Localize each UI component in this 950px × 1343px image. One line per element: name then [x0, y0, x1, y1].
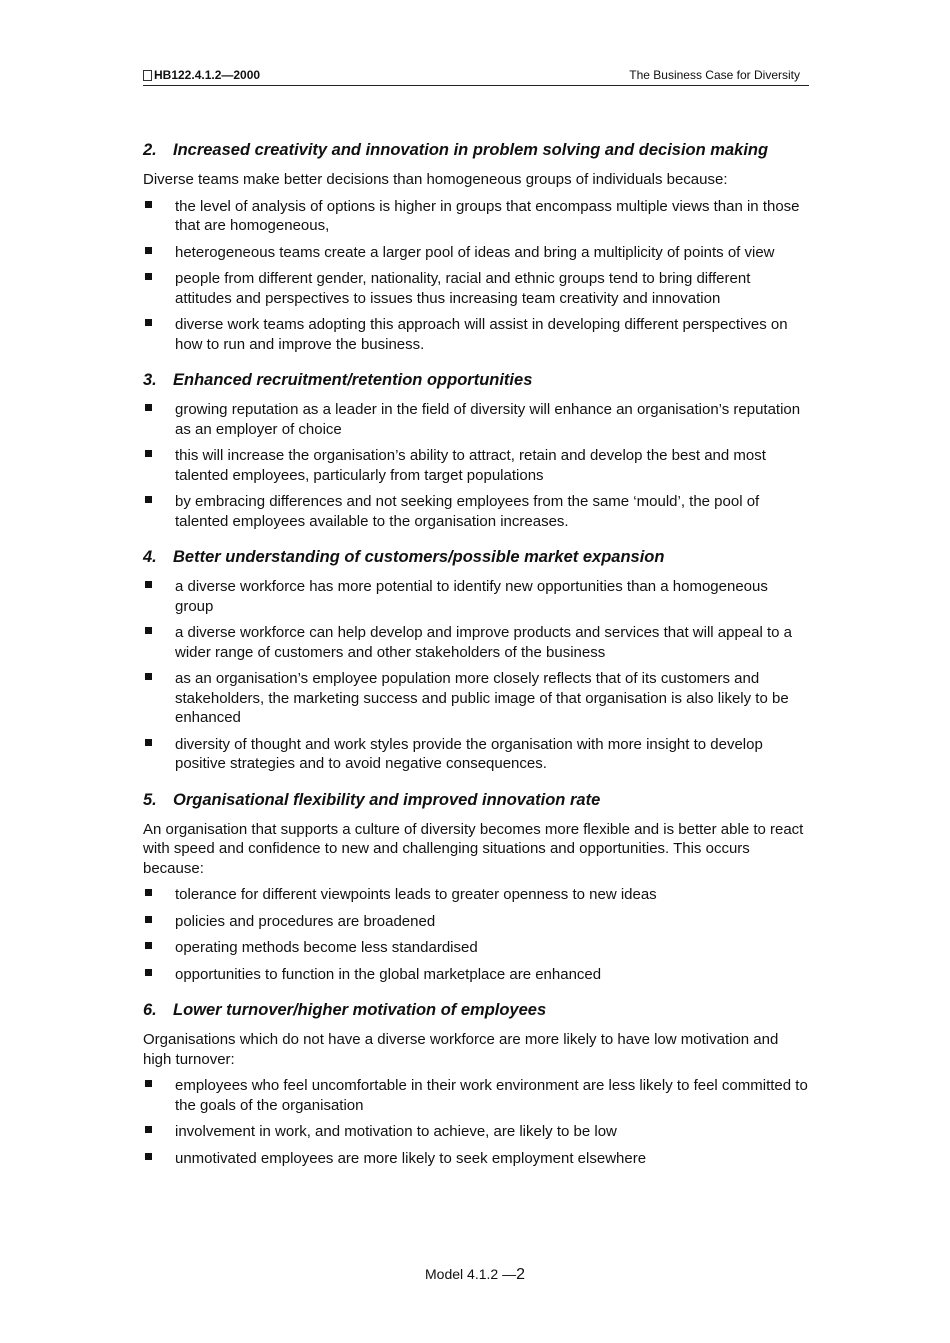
list-item: [143, 669, 809, 728]
section-number: 3.: [143, 371, 157, 389]
list-item-text: growing reputation as a leader in the field of diversity will enhance an organisation’s reputation as an employer of choice: [175, 401, 801, 438]
document-title: The Business Case for Diversity: [629, 68, 800, 82]
list-item-text: tolerance for different viewpoints leads to greater openness to new ideas: [175, 886, 657, 903]
section-title: Lower turnover/higher motivation of employees: [173, 1001, 547, 1019]
section-3: [143, 370, 809, 531]
list-item-text: by embracing differences and not seeking employees from the same ‘mould’, the pool of talented employees available to the organisation increases.: [175, 493, 760, 530]
list-item: [143, 1076, 809, 1115]
document-code-text: HB122.4.1.2—2000: [154, 68, 261, 82]
list-item: [143, 885, 809, 905]
section-6: [143, 1000, 809, 1168]
square-bullet-icon: [145, 201, 152, 208]
list-item: [143, 197, 809, 236]
square-bullet-icon: [145, 1126, 152, 1133]
section-title: Enhanced recruitment/retention opportunities: [173, 371, 533, 389]
page-header: [143, 66, 809, 86]
section-number: 6.: [143, 1001, 157, 1019]
list-item: [143, 912, 809, 932]
square-bullet-icon: [145, 319, 152, 326]
list-item-text: as an organisation’s employee population more closely reflects that of its customers and stakeholders, the marketing success and public image of that organisation is also likely to be enhanced: [175, 670, 789, 726]
checkbox-glyph-icon: [143, 70, 152, 81]
list-item-text: employees who feel uncomfortable in their work environment are less likely to feel committed to the goals of the organisation: [175, 1077, 808, 1114]
section-title: Organisational flexibility and improved innovation rate: [173, 790, 601, 809]
list-item-text: diversity of thought and work styles provide the organisation with more insight to develop positive strategies and to avoid negative consequences.: [175, 735, 763, 772]
page-footer: [0, 1266, 950, 1284]
square-bullet-icon: [145, 496, 152, 503]
bullet-list: [143, 1076, 809, 1168]
list-item: [143, 1122, 809, 1142]
section-heading: [143, 140, 809, 160]
list-item-text: opportunities to function in the global marketplace are enhanced: [175, 965, 602, 983]
square-bullet-icon: [145, 627, 152, 634]
square-bullet-icon: [145, 916, 152, 923]
list-item-text: policies and procedures are broadened: [175, 912, 436, 930]
square-bullet-icon: [145, 942, 152, 949]
list-item: [143, 269, 809, 308]
section-5: [143, 790, 809, 985]
list-item: [143, 243, 809, 263]
square-bullet-icon: [145, 450, 152, 457]
square-bullet-icon: [145, 969, 152, 976]
square-bullet-icon: [145, 273, 152, 280]
list-item: [143, 965, 809, 985]
bullet-list: [143, 577, 809, 774]
section-4: [143, 547, 809, 774]
section-intro: Organisations which do not have a diverse workforce are more likely to have low motivation and high turnover:: [143, 1031, 779, 1068]
list-item: [143, 735, 809, 774]
square-bullet-icon: [145, 404, 152, 411]
list-item-text: a diverse workforce has more potential to identify new opportunities than a homogeneous group: [175, 578, 768, 615]
list-item-text: a diverse workforce can help develop and improve products and services that will appeal to a wider range of customers and other stakeholders of the business: [175, 624, 793, 661]
square-bullet-icon: [145, 739, 152, 746]
square-bullet-icon: [145, 247, 152, 254]
list-item-text: this will increase the organisation’s ability to attract, retain and develop the best and most talented employees, particularly from target populations: [175, 447, 766, 484]
list-item-text: heterogeneous teams create a larger pool of ideas and bring a multiplicity of points of view: [175, 243, 775, 261]
list-item: [143, 400, 809, 439]
section-intro: An organisation that supports a culture of diversity becomes more flexible and is better able to react with speed and confidence to new and challenging situations and opportunities. This occurs because:: [143, 820, 804, 877]
square-bullet-icon: [145, 889, 152, 896]
document-body: [143, 140, 809, 1175]
list-item-text: diverse work teams adopting this approach will assist in developing different perspectives on how to run and improve the business.: [175, 316, 788, 353]
section-title: Better understanding of customers/possible market expansion: [173, 548, 665, 566]
square-bullet-icon: [145, 1153, 152, 1160]
footer-label: Model 4.1.2 —: [425, 1266, 517, 1282]
section-number: 2.: [143, 141, 157, 159]
page-number: 2: [516, 1266, 525, 1283]
section-2: [143, 140, 809, 354]
square-bullet-icon: [145, 673, 152, 680]
section-number: 4.: [143, 548, 157, 566]
section-number: 5.: [143, 790, 157, 809]
list-item: [143, 623, 809, 662]
document-code: [143, 68, 260, 82]
list-item: [143, 492, 809, 531]
bullet-list: [143, 197, 809, 355]
section-heading: [143, 547, 809, 567]
bullet-list: [143, 885, 809, 984]
section-intro: Diverse teams make better decisions than homogeneous groups of individuals because:: [143, 171, 728, 188]
list-item: [143, 315, 809, 354]
list-item-text: the level of analysis of options is higher in groups that encompass multiple views than in those that are homogeneous,: [175, 197, 800, 234]
list-item-text: people from different gender, nationality, racial and ethnic groups tend to bring different attitudes and perspectives to issues thus increasing team creativity and innovation: [175, 270, 751, 307]
section-title: Increased creativity and innovation in problem solving and decision making: [173, 141, 769, 159]
list-item-text: involvement in work, and motivation to achieve, are likely to be low: [175, 1123, 617, 1140]
section-heading: [143, 790, 809, 810]
section-heading: [143, 1000, 809, 1020]
bullet-list: [143, 400, 809, 531]
list-item: [143, 1149, 809, 1169]
square-bullet-icon: [145, 1080, 152, 1087]
list-item: [143, 446, 809, 485]
list-item: [143, 577, 809, 616]
list-item-text: unmotivated employees are more likely to seek employment elsewhere: [175, 1149, 647, 1167]
square-bullet-icon: [145, 581, 152, 588]
section-heading: [143, 370, 809, 390]
list-item-text: operating methods become less standardised: [175, 939, 478, 956]
list-item: [143, 938, 809, 958]
